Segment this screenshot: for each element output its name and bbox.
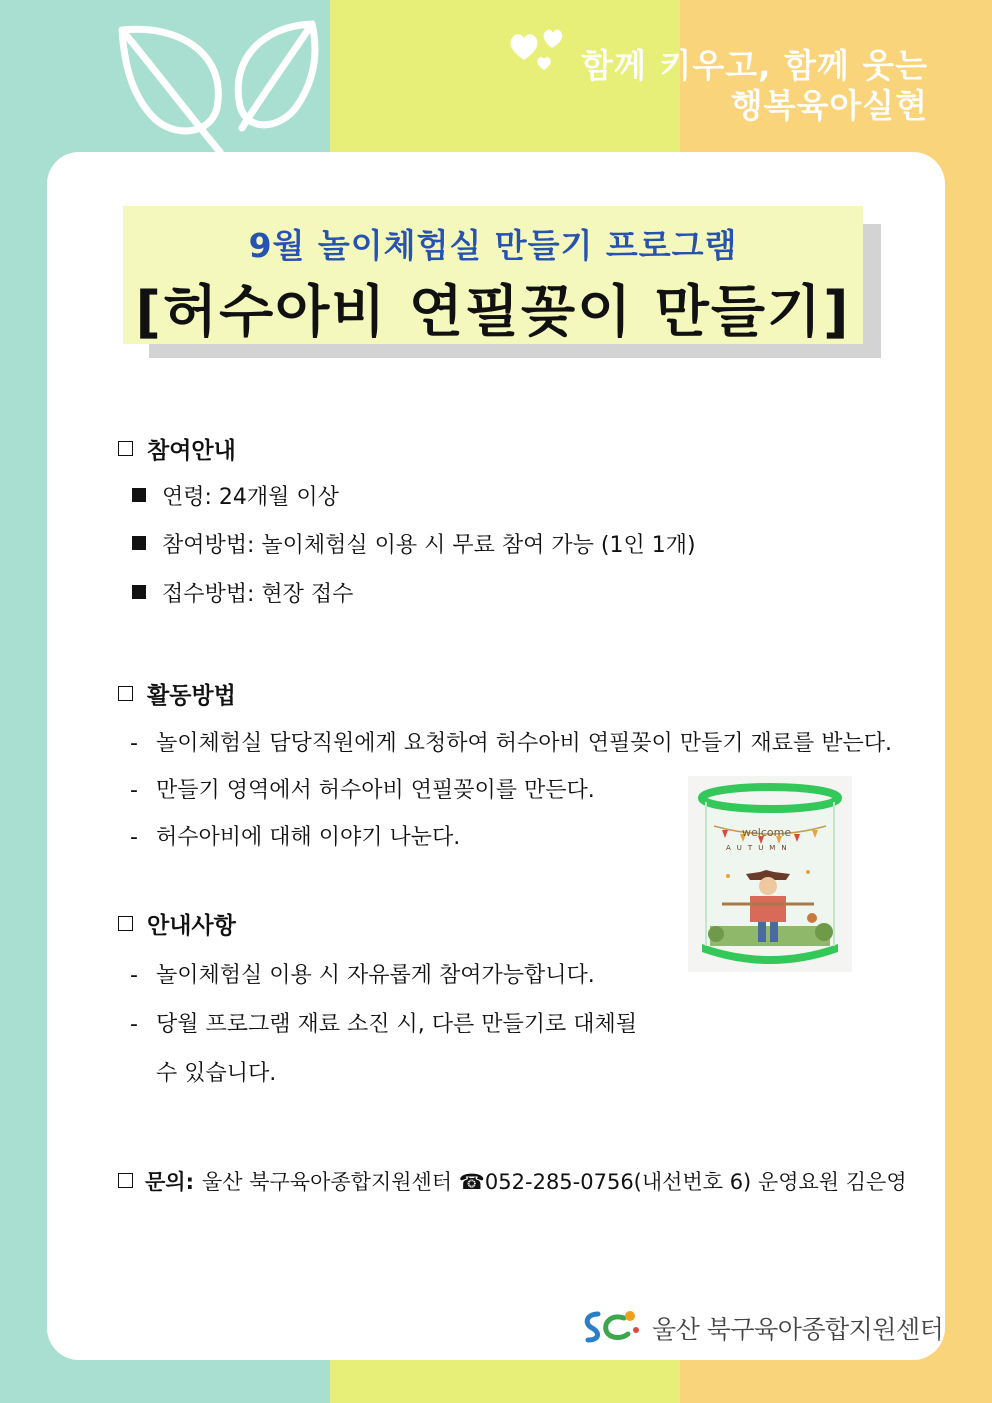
notice-item <box>130 958 595 989</box>
bullet-square-icon <box>132 585 146 599</box>
photo-banner-letters: AUTUMN <box>726 844 793 852</box>
participation-item-text: 참여방법: 놀이체험실 이용 시 무료 참여 가능 (1인 1개) <box>162 533 696 558</box>
participation-item <box>132 528 696 559</box>
section-participation <box>118 432 236 465</box>
notice-item-text: 놀이체험실 이용 시 자유롭게 참여가능합니다. <box>156 963 595 988</box>
checkbox-square-icon <box>118 916 133 931</box>
checkbox-square-icon <box>118 686 133 701</box>
bullet-square-icon <box>132 536 146 550</box>
notice-item <box>130 1007 637 1038</box>
section-notice <box>118 907 236 940</box>
hearts-icon <box>508 26 570 72</box>
section-notice-heading: 안내사항 <box>147 913 236 939</box>
section-activity-heading: 활동방법 <box>147 683 236 709</box>
participation-item-text: 접수방법: 현장 접수 <box>162 582 354 607</box>
participation-item <box>132 480 339 511</box>
title-box <box>123 206 863 344</box>
slogan-line-2: 행복육아실현 <box>730 86 928 125</box>
notice-item-text: 당월 프로그램 재료 소진 시, 다른 만들기로 대체될 <box>156 1012 637 1037</box>
org-logo-icon <box>580 1306 642 1346</box>
contact-text: 울산 북구육아종합지원센터 ☎052-285-0756(내선번호 6) 운영요원 김은영 <box>201 1170 907 1194</box>
section-activity <box>118 677 236 710</box>
checkbox-square-icon <box>118 441 133 456</box>
leaves-icon <box>112 16 332 156</box>
dash-marker: - <box>130 963 138 988</box>
activity-item-text: 허수아비에 대해 이야기 나눈다. <box>156 825 461 850</box>
contact-label: 문의: <box>145 1170 194 1194</box>
program-title: [허수아비 연필꽂이 만들기] <box>135 280 851 345</box>
checkbox-square-icon <box>118 1173 133 1188</box>
section-participation-heading: 참여안내 <box>147 438 236 464</box>
dash-marker: - <box>130 1012 138 1037</box>
contact-info <box>118 1166 907 1196</box>
slogan <box>581 46 928 126</box>
activity-item-text: 만들기 영역에서 허수아비 연필꽂이를 만든다. <box>156 778 595 803</box>
photo-banner-text: welcome <box>742 826 792 839</box>
activity-item <box>130 820 460 851</box>
dash-marker: - <box>130 778 138 803</box>
program-subtitle: 9월 놀이체험실 만들기 프로그램 <box>248 226 738 265</box>
activity-item-text: 놀이체험실 담당직원에게 요청하여 허수아비 연필꽂이 만들기 재료를 받는다. <box>156 731 893 756</box>
slogan-line-1: 함께 키우고, 함께 웃는 <box>581 46 928 85</box>
dash-marker: - <box>130 731 138 756</box>
activity-item <box>130 726 892 757</box>
participation-item-text: 연령: 24개월 이상 <box>162 485 339 510</box>
pencil-holder-photo <box>688 776 852 972</box>
footer-org-name: 울산 북구육아종합지원센터 <box>652 1315 944 1344</box>
dash-marker: - <box>130 825 138 850</box>
activity-item <box>130 773 595 804</box>
participation-item <box>132 577 353 608</box>
bullet-square-icon <box>132 488 146 502</box>
notice-item-continuation: 수 있습니다. <box>156 1061 277 1086</box>
